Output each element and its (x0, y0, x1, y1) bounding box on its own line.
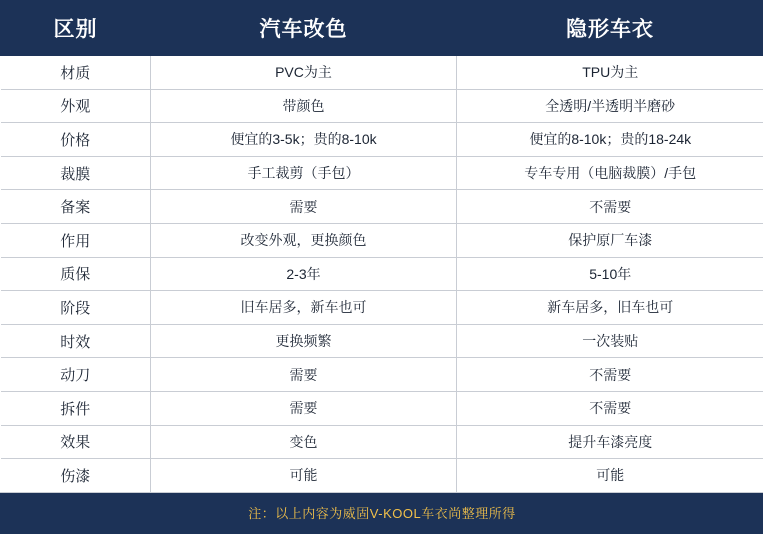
header-cell-color-change: 汽车改色 (151, 1, 457, 56)
row-value-color-change: 需要 (151, 358, 457, 392)
row-value-color-change: 便宜的3-5k；贵的8-10k (151, 123, 457, 157)
table-row (1, 156, 763, 190)
header-row (1, 1, 763, 56)
row-value-color-change: 带颜色 (151, 89, 457, 123)
table-row (1, 89, 763, 123)
row-value-ppf: 全透明/半透明半磨砂 (457, 89, 763, 123)
row-value-ppf: 不需要 (457, 358, 763, 392)
table-row (1, 190, 763, 224)
row-value-color-change: 手工裁剪（手包） (151, 156, 457, 190)
row-value-ppf: 可能 (457, 459, 763, 493)
table-row (1, 291, 763, 325)
row-label: 拆件 (1, 391, 151, 425)
row-label: 价格 (1, 123, 151, 157)
row-value-color-change: 可能 (151, 459, 457, 493)
table-row (1, 223, 763, 257)
table-row (1, 358, 763, 392)
row-label: 伤漆 (1, 459, 151, 493)
row-value-ppf: 5-10年 (457, 257, 763, 291)
footnote-row (1, 492, 763, 533)
table-row (1, 257, 763, 291)
row-value-color-change: 变色 (151, 425, 457, 459)
row-value-ppf: 新车居多，旧车也可 (457, 291, 763, 325)
row-label: 动刀 (1, 358, 151, 392)
row-value-ppf: 一次装贴 (457, 324, 763, 358)
table-body (1, 56, 763, 493)
table-row (1, 459, 763, 493)
row-value-ppf: 不需要 (457, 190, 763, 224)
header-cell-ppf: 隐形车衣 (457, 1, 763, 56)
table-row (1, 324, 763, 358)
row-value-ppf: 保护原厂车漆 (457, 223, 763, 257)
row-value-color-change: 改变外观，更换颜色 (151, 223, 457, 257)
row-label: 质保 (1, 257, 151, 291)
header-cell-category: 区别 (1, 1, 151, 56)
row-value-color-change: 更换频繁 (151, 324, 457, 358)
row-label: 裁膜 (1, 156, 151, 190)
row-label: 阶段 (1, 291, 151, 325)
row-label: 备案 (1, 190, 151, 224)
row-label: 效果 (1, 425, 151, 459)
row-value-color-change: 需要 (151, 190, 457, 224)
row-value-color-change: 旧车居多，新车也可 (151, 291, 457, 325)
row-value-ppf: 便宜的8-10k；贵的18-24k (457, 123, 763, 157)
row-value-color-change: 2-3年 (151, 257, 457, 291)
table-row (1, 123, 763, 157)
table-row (1, 391, 763, 425)
row-value-color-change: PVC为主 (151, 56, 457, 90)
row-value-ppf: 专车专用（电脑裁膜）/手包 (457, 156, 763, 190)
table-row (1, 56, 763, 90)
row-value-ppf: 不需要 (457, 391, 763, 425)
row-value-ppf: 提升车漆亮度 (457, 425, 763, 459)
row-label: 作用 (1, 223, 151, 257)
row-value-color-change: 需要 (151, 391, 457, 425)
row-label: 材质 (1, 56, 151, 90)
table-header (1, 1, 763, 56)
footnote-text: 注：以上内容为威固V-KOOL车衣尚整理所得 (1, 492, 763, 533)
table-row (1, 425, 763, 459)
table-footer (1, 492, 763, 533)
row-label: 外观 (1, 89, 151, 123)
row-value-ppf: TPU为主 (457, 56, 763, 90)
row-label: 时效 (1, 324, 151, 358)
